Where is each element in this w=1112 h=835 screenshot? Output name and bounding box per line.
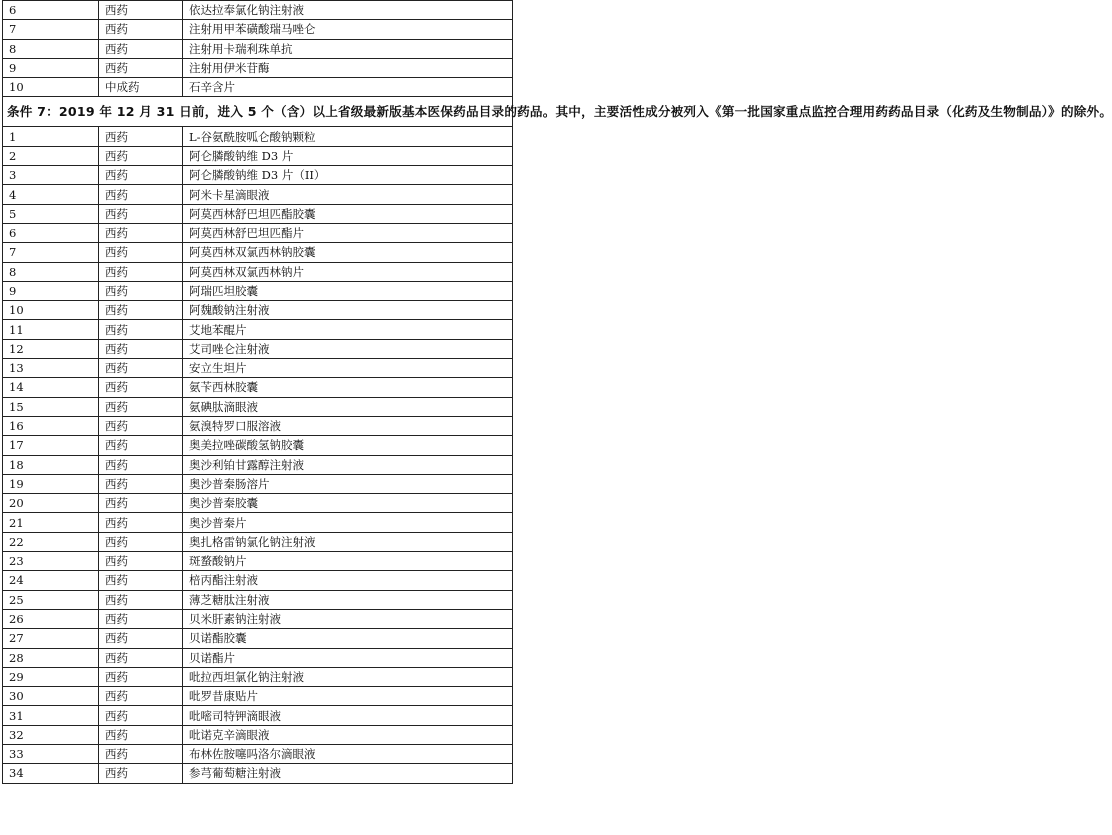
drug-name: 氨溴特罗口服溶液 xyxy=(183,416,513,435)
table-row xyxy=(3,455,513,474)
row-number: 12 xyxy=(3,339,99,358)
row-number: 19 xyxy=(3,474,99,493)
drug-name: 贝诺酯胶囊 xyxy=(183,629,513,648)
table-row xyxy=(3,552,513,571)
row-number: 7 xyxy=(3,243,99,262)
row-number: 11 xyxy=(3,320,99,339)
table-row xyxy=(3,281,513,300)
drug-name: 斑蝥酸钠片 xyxy=(183,552,513,571)
drug-type: 西药 xyxy=(99,223,183,242)
drug-type: 西药 xyxy=(99,378,183,397)
row-number: 23 xyxy=(3,552,99,571)
drug-name: 注射用卡瑞利珠单抗 xyxy=(183,39,513,58)
table-row xyxy=(3,223,513,242)
drug-name: 阿莫西林双氯西林钠胶囊 xyxy=(183,243,513,262)
drug-type: 西药 xyxy=(99,571,183,590)
table-row xyxy=(3,609,513,628)
drug-type: 西药 xyxy=(99,243,183,262)
table-row xyxy=(3,359,513,378)
drug-name: 棓丙酯注射液 xyxy=(183,571,513,590)
row-number: 10 xyxy=(3,301,99,320)
condition-7-text: 条件 7：2019 年 12 月 31 日前，进入 5 个（含）以上省级最新版基本医保药品目录的药品。其中，主要活性成分被列入《第一批国家重点监控合理用药药品目录（化药及生物制品）》的除外。 xyxy=(3,97,513,127)
table-row xyxy=(3,204,513,223)
drug-name: 注射用伊米苷酶 xyxy=(183,58,513,77)
row-number: 21 xyxy=(3,513,99,532)
drug-type: 西药 xyxy=(99,1,183,20)
row-number: 28 xyxy=(3,648,99,667)
drug-name: 奥沙利铂甘露醇注射液 xyxy=(183,455,513,474)
table-row xyxy=(3,243,513,262)
row-number: 13 xyxy=(3,359,99,378)
table-row xyxy=(3,494,513,513)
drug-name: 阿莫西林舒巴坦匹酯胶囊 xyxy=(183,204,513,223)
row-number: 20 xyxy=(3,494,99,513)
table-row xyxy=(3,513,513,532)
row-number: 6 xyxy=(3,223,99,242)
drug-name: 阿仑膦酸钠维 D3 片 xyxy=(183,146,513,165)
row-number: 6 xyxy=(3,1,99,20)
row-number: 7 xyxy=(3,20,99,39)
row-number: 4 xyxy=(3,185,99,204)
table-row xyxy=(3,58,513,77)
row-number: 16 xyxy=(3,416,99,435)
drug-name: 氨碘肽滴眼液 xyxy=(183,397,513,416)
drug-name: 阿仑膦酸钠维 D3 片（II） xyxy=(183,166,513,185)
table-row xyxy=(3,436,513,455)
drug-name: 依达拉奉氯化钠注射液 xyxy=(183,1,513,20)
row-number: 2 xyxy=(3,146,99,165)
drug-name: 奥沙普秦胶囊 xyxy=(183,494,513,513)
drug-type: 西药 xyxy=(99,39,183,58)
drug-name: 注射用甲苯磺酸瑞马唑仑 xyxy=(183,20,513,39)
table-row xyxy=(3,706,513,725)
row-number: 14 xyxy=(3,378,99,397)
drug-type: 西药 xyxy=(99,204,183,223)
drug-name: 艾司唑仑注射液 xyxy=(183,339,513,358)
drug-name: 阿魏酸钠注射液 xyxy=(183,301,513,320)
drug-name: 奥扎格雷钠氯化钠注射液 xyxy=(183,532,513,551)
row-number: 8 xyxy=(3,39,99,58)
table-row xyxy=(3,764,513,783)
row-number: 29 xyxy=(3,667,99,686)
drug-name: 阿米卡星滴眼液 xyxy=(183,185,513,204)
drug-type: 西药 xyxy=(99,436,183,455)
condition-row xyxy=(3,97,513,127)
table-row xyxy=(3,378,513,397)
table-row xyxy=(3,725,513,744)
drug-type: 西药 xyxy=(99,609,183,628)
drug-type: 西药 xyxy=(99,185,183,204)
row-number: 22 xyxy=(3,532,99,551)
drug-type: 西药 xyxy=(99,648,183,667)
drug-type: 西药 xyxy=(99,744,183,763)
drug-name: L-谷氨酰胺呱仑酸钠颗粒 xyxy=(183,127,513,146)
drug-type: 西药 xyxy=(99,397,183,416)
table-row xyxy=(3,416,513,435)
row-number: 8 xyxy=(3,262,99,281)
row-number: 9 xyxy=(3,58,99,77)
row-number: 26 xyxy=(3,609,99,628)
drug-type: 西药 xyxy=(99,166,183,185)
table-row xyxy=(3,78,513,97)
row-number: 10 xyxy=(3,78,99,97)
table-row xyxy=(3,571,513,590)
drug-type: 西药 xyxy=(99,474,183,493)
drug-name: 吡诺克辛滴眼液 xyxy=(183,725,513,744)
drug-name: 奥沙普秦肠溶片 xyxy=(183,474,513,493)
drug-type: 西药 xyxy=(99,281,183,300)
drug-type: 西药 xyxy=(99,339,183,358)
table-row xyxy=(3,648,513,667)
drug-type: 西药 xyxy=(99,764,183,783)
table-row xyxy=(3,532,513,551)
drug-type: 西药 xyxy=(99,706,183,725)
drug-type: 西药 xyxy=(99,320,183,339)
drug-type: 西药 xyxy=(99,590,183,609)
row-number: 24 xyxy=(3,571,99,590)
drug-name: 艾地苯醌片 xyxy=(183,320,513,339)
row-number: 18 xyxy=(3,455,99,474)
table-row xyxy=(3,687,513,706)
drug-type: 西药 xyxy=(99,494,183,513)
table-row xyxy=(3,474,513,493)
drug-name: 石辛含片 xyxy=(183,78,513,97)
table-row xyxy=(3,744,513,763)
drug-name: 贝米肝素钠注射液 xyxy=(183,609,513,628)
table-row xyxy=(3,185,513,204)
document-page xyxy=(2,0,1112,784)
table-row xyxy=(3,590,513,609)
drug-name: 氨苄西林胶囊 xyxy=(183,378,513,397)
table-row xyxy=(3,127,513,146)
drug-type: 西药 xyxy=(99,455,183,474)
drug-type: 西药 xyxy=(99,687,183,706)
drug-type: 西药 xyxy=(99,58,183,77)
drug-name: 布林佐胺噻吗洛尔滴眼液 xyxy=(183,744,513,763)
drug-name: 奥沙普秦片 xyxy=(183,513,513,532)
table-row xyxy=(3,339,513,358)
row-number: 25 xyxy=(3,590,99,609)
drug-type: 西药 xyxy=(99,725,183,744)
row-number: 27 xyxy=(3,629,99,648)
drug-table-top xyxy=(2,0,1112,784)
row-number: 32 xyxy=(3,725,99,744)
drug-name: 贝诺酯片 xyxy=(183,648,513,667)
drug-type: 西药 xyxy=(99,552,183,571)
drug-name: 吡嘧司特钾滴眼液 xyxy=(183,706,513,725)
table-row xyxy=(3,166,513,185)
row-number: 5 xyxy=(3,204,99,223)
row-number: 17 xyxy=(3,436,99,455)
drug-name: 奥美拉唑碳酸氢钠胶囊 xyxy=(183,436,513,455)
row-number: 34 xyxy=(3,764,99,783)
row-number: 31 xyxy=(3,706,99,725)
table-row xyxy=(3,667,513,686)
drug-type: 西药 xyxy=(99,359,183,378)
row-number: 30 xyxy=(3,687,99,706)
drug-type: 西药 xyxy=(99,146,183,165)
row-number: 3 xyxy=(3,166,99,185)
drug-type: 西药 xyxy=(99,416,183,435)
drug-type: 西药 xyxy=(99,262,183,281)
table-row xyxy=(3,629,513,648)
table-row xyxy=(3,262,513,281)
drug-name: 阿莫西林舒巴坦匹酯片 xyxy=(183,223,513,242)
drug-type: 中成药 xyxy=(99,78,183,97)
drug-type: 西药 xyxy=(99,629,183,648)
table-row xyxy=(3,301,513,320)
drug-name: 薄芝糖肽注射液 xyxy=(183,590,513,609)
row-number: 15 xyxy=(3,397,99,416)
drug-type: 西药 xyxy=(99,20,183,39)
row-number: 1 xyxy=(3,127,99,146)
drug-name: 吡罗昔康贴片 xyxy=(183,687,513,706)
drug-name: 吡拉西坦氯化钠注射液 xyxy=(183,667,513,686)
row-number: 9 xyxy=(3,281,99,300)
drug-name: 阿莫西林双氯西林钠片 xyxy=(183,262,513,281)
drug-type: 西药 xyxy=(99,301,183,320)
table-row xyxy=(3,1,513,20)
drug-name: 阿瑞匹坦胶囊 xyxy=(183,281,513,300)
table-row xyxy=(3,397,513,416)
row-number: 33 xyxy=(3,744,99,763)
table-row xyxy=(3,39,513,58)
drug-type: 西药 xyxy=(99,513,183,532)
drug-type: 西药 xyxy=(99,532,183,551)
drug-name: 安立生坦片 xyxy=(183,359,513,378)
drug-name: 参芎葡萄糖注射液 xyxy=(183,764,513,783)
drug-type: 西药 xyxy=(99,127,183,146)
drug-type: 西药 xyxy=(99,667,183,686)
table-row xyxy=(3,320,513,339)
table-row xyxy=(3,20,513,39)
table-row xyxy=(3,146,513,165)
